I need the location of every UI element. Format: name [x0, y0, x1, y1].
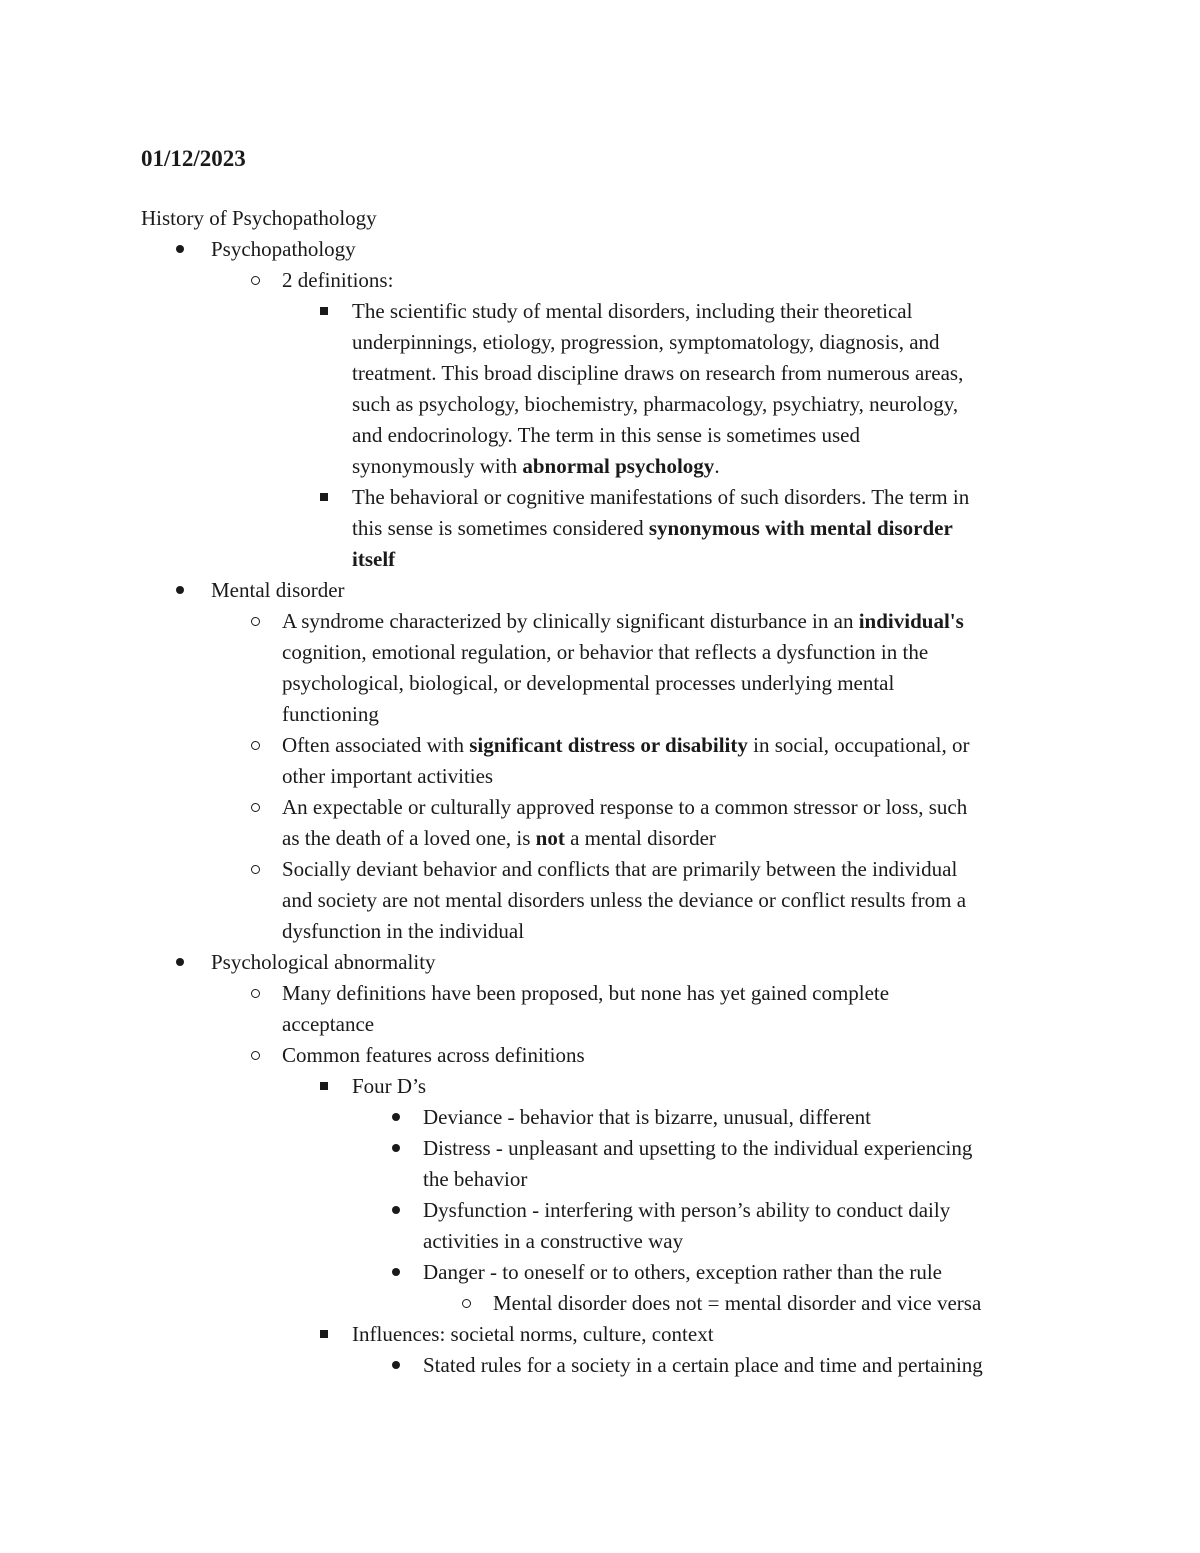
circle-bullet-icon [247, 606, 263, 637]
disc-bullet-icon [172, 234, 188, 265]
item-mental-disorder: Mental disorder [211, 578, 345, 602]
bold-term: itself [352, 547, 396, 571]
md-p1-line: psychological, biological, or developmental processes underlying mental [282, 671, 895, 695]
md-p4-line: and society are not mental disorders unless the deviance or conflict results from a [282, 888, 967, 912]
md-p1-line [282, 606, 964, 637]
circle-bullet-icon [247, 792, 263, 823]
bold-term: significant distress or disability [469, 733, 748, 757]
square-bullet-icon [316, 482, 332, 513]
item-dysfunction: Dysfunction - interfering with person’s ability to conduct daily [423, 1198, 951, 1222]
md-p3-text: a mental disorder [564, 826, 716, 850]
def1-text: synonymously with [352, 454, 523, 478]
md-p2-line: other important activities [282, 764, 494, 788]
md-p4-line: Socially deviant behavior and conflicts that are primarily between the individual [282, 857, 958, 881]
disc-bullet-icon [388, 1195, 404, 1226]
def2-line: The behavioral or cognitive manifestations of such disorders. The term in [352, 485, 970, 509]
md-p2-text: Often associated with [282, 733, 470, 757]
bold-term: abnormal psychology [522, 454, 715, 478]
def1-text: . [714, 454, 720, 478]
item-danger: Danger - to oneself or to others, exception rather than the rule [423, 1260, 942, 1284]
disc-bullet-icon [388, 1102, 404, 1133]
circle-bullet-icon [247, 730, 263, 761]
def1-line [352, 451, 720, 482]
square-bullet-icon [316, 296, 332, 327]
md-p1-line: cognition, emotional regulation, or behavior that reflects a dysfunction in the [282, 640, 929, 664]
item-influences: Influences: societal norms, culture, context [352, 1322, 714, 1346]
circle-bullet-icon [247, 854, 263, 885]
item-psychopathology: Psychopathology [211, 237, 356, 261]
item-danger-sub: Mental disorder does not = mental disorder and vice versa [493, 1291, 982, 1315]
pa-p1-line: acceptance [282, 1012, 375, 1036]
disc-bullet-icon [388, 1257, 404, 1288]
pa-p1-line: Many definitions have been proposed, but none has yet gained complete [282, 981, 890, 1005]
item-distress: the behavior [423, 1167, 528, 1191]
circle-bullet-icon [247, 1040, 263, 1071]
def1-line: and endocrinology. The term in this sense is sometimes used [352, 423, 860, 447]
md-p2-text: in social, occupational, or [747, 733, 970, 757]
def1-line: treatment. This broad discipline draws on research from numerous areas, [352, 361, 964, 385]
item-distress: Distress - unpleasant and upsetting to the individual experiencing [423, 1136, 973, 1160]
disc-bullet-icon [172, 575, 188, 606]
circle-bullet-icon [458, 1288, 474, 1319]
disc-bullet-icon [172, 947, 188, 978]
square-bullet-icon [316, 1319, 332, 1350]
md-p3-line [282, 823, 716, 854]
item-psychological-abnormality: Psychological abnormality [211, 950, 436, 974]
disc-bullet-icon [388, 1350, 404, 1381]
md-p1-text: A syndrome characterized by clinically significant disturbance in an [282, 609, 859, 633]
circle-bullet-icon [247, 265, 263, 296]
bold-term: not [535, 826, 565, 850]
item-definitions-label: 2 definitions: [282, 268, 394, 292]
def2-text: this sense is sometimes considered [352, 516, 649, 540]
md-p3-text: as the death of a loved one, is [282, 826, 536, 850]
def2-line [352, 513, 953, 544]
item-deviance: Deviance - behavior that is bizarre, unusual, different [423, 1105, 872, 1129]
def1-line: underpinnings, etiology, progression, symptomatology, diagnosis, and [352, 330, 940, 354]
bold-term: synonymous with mental disorder [648, 516, 953, 540]
section-heading: History of Psychopathology [141, 206, 377, 230]
def1-line: The scientific study of mental disorders, including their theoretical [352, 299, 913, 323]
bold-term: individual's [858, 609, 964, 633]
item-stated-rules: Stated rules for a society in a certain place and time and pertaining [423, 1353, 983, 1377]
item-four-ds: Four D’s [352, 1074, 427, 1098]
disc-bullet-icon [388, 1133, 404, 1164]
circle-bullet-icon [247, 978, 263, 1009]
def2-line [352, 544, 395, 575]
item-dysfunction: activities in a constructive way [423, 1229, 684, 1253]
md-p4-line: dysfunction in the individual [282, 919, 525, 943]
md-p2-line [282, 730, 970, 761]
def1-line: such as psychology, biochemistry, pharmacology, psychiatry, neurology, [352, 392, 959, 416]
md-p3-line: An expectable or culturally approved response to a common stressor or loss, such [282, 795, 968, 819]
square-bullet-icon [316, 1071, 332, 1102]
pa-p2-line: Common features across definitions [282, 1043, 585, 1067]
md-p1-line: functioning [282, 702, 379, 726]
note-date: 01/12/2023 [141, 146, 246, 171]
